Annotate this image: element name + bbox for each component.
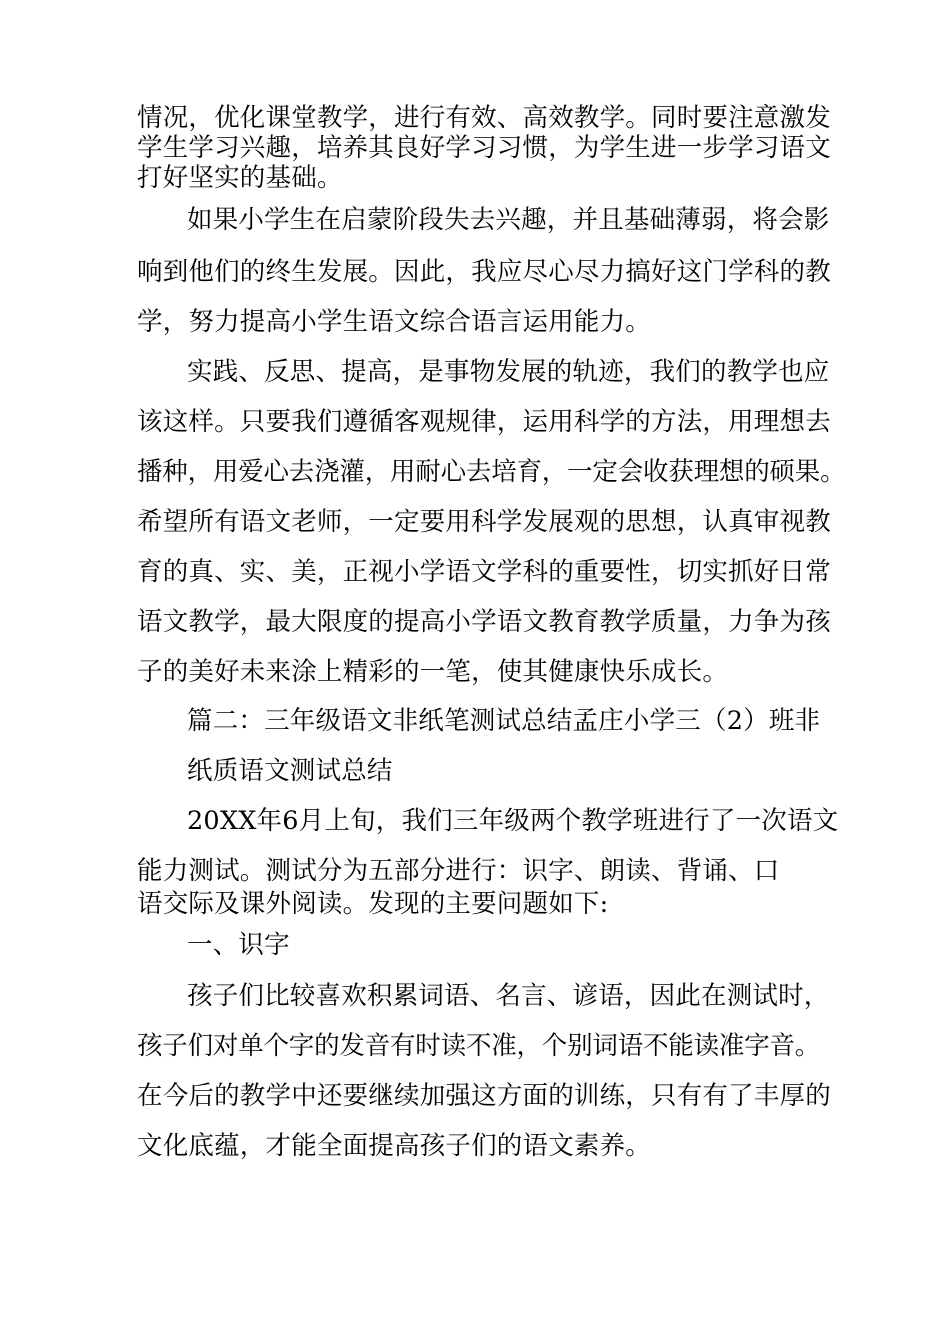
text-line: 20XX年6月上旬，我们三年级两个教学班进行了一次语文 (187, 806, 839, 836)
text-line: 学生学习兴趣，培养其良好学习习惯，为学生进一步学习语文 (137, 133, 831, 163)
text-line: 打好坚实的基础。 (137, 163, 343, 193)
text-line: 实践、反思、提高，是事物发展的轨迹，我们的教学也应 (187, 357, 830, 387)
subheading: 一、识字 (187, 930, 290, 960)
text-line: 该这样。只要我们遵循客观规律，运用科学的方法，用理想去 (137, 407, 831, 437)
text-line: 孩子们对单个字的发音有时读不准，个别词语不能读准字音。 (137, 1031, 821, 1061)
text-line: 响到他们的终生发展。因此，我应尽心尽力搞好这门学科的教 (137, 257, 831, 287)
text-line: 语文教学，最大限度的提高小学语文教育教学质量，力争为孩 (137, 607, 831, 637)
text-line: 能力测试。测试分为五部分进行：识字、朗读、背诵、口 (137, 856, 780, 886)
text-line: 情况，优化课堂教学，进行有效、高效教学。同时要注意激发 (137, 103, 831, 133)
section-heading: 篇二：三年级语文非纸笔测试总结孟庄小学三（2）班非 (187, 706, 821, 736)
section-heading: 纸质语文测试总结 (187, 756, 393, 786)
text-line: 如果小学生在启蒙阶段失去兴趣，并且基础薄弱，将会影 (187, 205, 830, 235)
text-line: 子的美好未来涂上精彩的一笔，使其健康快乐成长。 (137, 657, 729, 687)
text-line: 文化底蕴，才能全面提高孩子们的语文素养。 (137, 1131, 652, 1161)
text-line: 在今后的教学中还要继续加强这方面的训练，只有有了丰厚的 (137, 1081, 831, 1111)
text-line: 孩子们比较喜欢积累词语、名言、谚语，因此在测试时， (187, 981, 830, 1011)
text-line: 语交际及课外阅读。发现的主要问题如下: (137, 889, 609, 919)
text-line: 育的真、实、美，正视小学语文学科的重要性，切实抓好日常 (137, 557, 831, 587)
text-line: 希望所有语文老师，一定要用科学发展观的思想，认真审视教 (137, 507, 831, 537)
text-line: 播种，用爱心去浇灌，用耐心去培育，一定会收获理想的硕果。 (137, 457, 846, 487)
text-line: 学，努力提高小学生语文综合语言运用能力。 (137, 307, 652, 337)
